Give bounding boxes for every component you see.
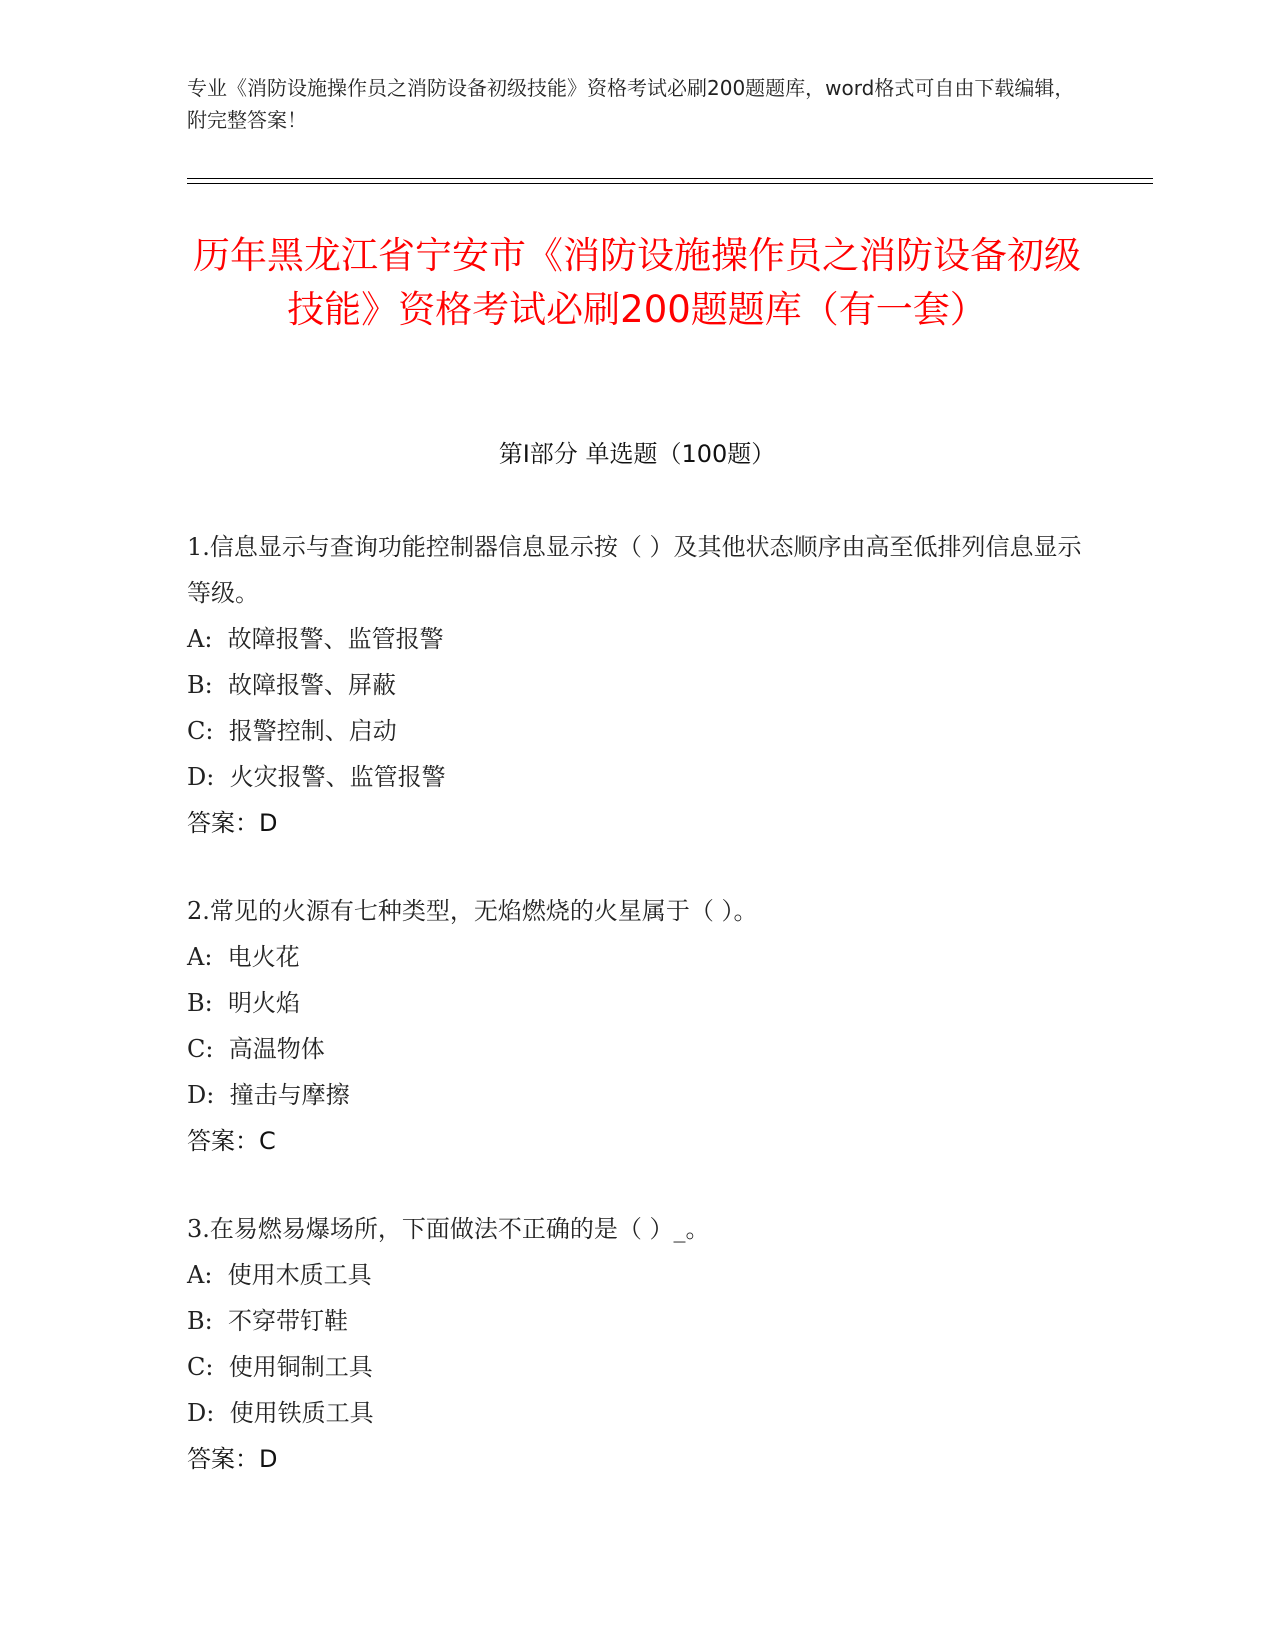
option-b: B: 故障报警、屏蔽 (187, 671, 396, 699)
question-stem: 3.在易燃易爆场所，下面做法不正确的是（ ）_。 (187, 1215, 710, 1243)
document-title: 历年黑龙江省宁安市《消防设施操作员之消防设备初级技能》资格考试必刷200题题库（有一套） (193, 234, 1081, 331)
header-note: 专业《消防设施操作员之消防设备初级技能》资格考试必刷200题题库，word格式可自由下载编辑，附完整答案！ (187, 76, 1075, 132)
option-b: B: 不穿带钉鞋 (187, 1307, 348, 1335)
option-a: A: 故障报警、监管报警 (187, 625, 444, 653)
option-a: A: 电火花 (187, 943, 300, 971)
option-d: D: 火灾报警、监管报警 (187, 763, 446, 791)
header-divider-top (187, 178, 1153, 179)
answer: 答案：D (187, 1445, 278, 1473)
option-c: C: 报警控制、启动 (187, 717, 397, 745)
option-b: B: 明火焰 (187, 989, 300, 1017)
option-d: D: 撞击与摩擦 (187, 1081, 350, 1109)
option-a: A: 使用木质工具 (187, 1261, 372, 1289)
question-1 (187, 524, 1087, 846)
question-stem: 1.信息显示与查询功能控制器信息显示按（ ）及其他状态顺序由高至低排列信息显示等级。 (187, 533, 1082, 607)
option-c: C: 高温物体 (187, 1035, 325, 1063)
question-stem: 2.常见的火源有七种类型，无焰燃烧的火星属于（ ）。 (187, 897, 758, 925)
section-title: 第Ⅰ部分 单选题（100题） (498, 440, 776, 468)
answer: 答案：D (187, 809, 278, 837)
answer: 答案：C (187, 1127, 276, 1155)
question-2 (187, 888, 1087, 1164)
option-c: C: 使用铜制工具 (187, 1353, 373, 1381)
option-d: D: 使用铁质工具 (187, 1399, 374, 1427)
header-divider-bottom (187, 183, 1153, 184)
question-3 (187, 1206, 1087, 1482)
